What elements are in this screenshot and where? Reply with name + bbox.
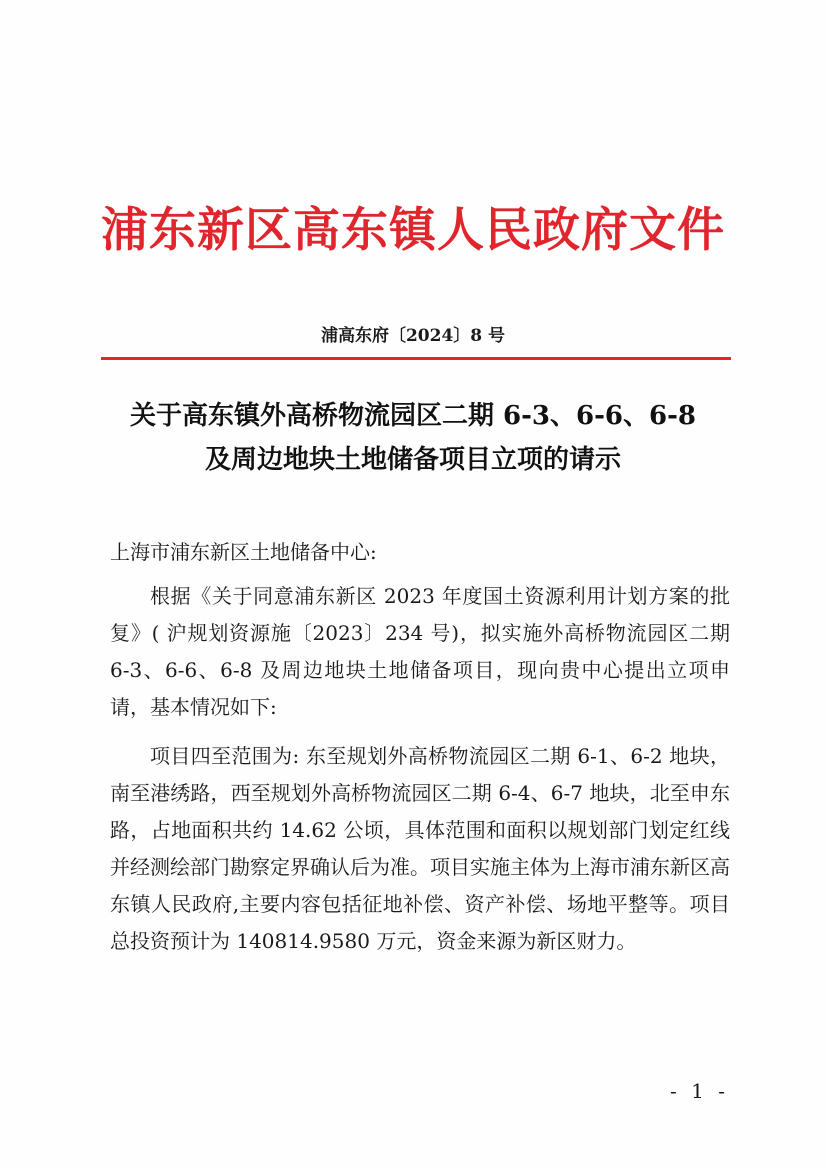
page-number: - 1 - — [670, 1079, 729, 1103]
body-paragraph-1: 根据《关于同意浦东新区 2023 年度国土资源利用计划方案的批复》( 沪规划资源施〔2023〕234 号)，拟实施外高桥物流园区二期 6-3、6-6、6-8 及周边地块土地储备项目，现向贵中心提出立项申请，基本情况如下: — [110, 584, 730, 719]
subject-line-1: 关于高东镇外高桥物流园区二期 6-3、6-6、6-8 — [130, 401, 696, 431]
issuing-authority-title: 浦东新区高东镇人民政府文件 — [101, 203, 725, 258]
subject-line-2: 及周边地块土地储备项目立项的请示 — [204, 445, 621, 475]
document-subject — [90, 394, 736, 482]
red-separator-line — [101, 357, 731, 360]
addressee: 上海市浦东新区土地储备中心: — [110, 540, 377, 564]
document-number: 浦高东府〔2024〕8 号 — [320, 326, 506, 346]
body-paragraph-2: 项目四至范围为: 东至规划外高桥物流园区二期 6-1、6-2 地块，南至港绣路，西至规划外高桥物流园区二期 6-4、6-7 地块，北至申东路，占地面积共约 14.62 公顷，具体范围和面积以规划部门划定红线并经测绘部门勘察定界确认后为准。项目实施主体为上海市浦东新区高东镇人民政府,主要内容包括征地补偿、资产补偿、场地平整等。项目总投资预计为 140814.9580 万元，资金来源为新区财力。 — [110, 744, 730, 953]
